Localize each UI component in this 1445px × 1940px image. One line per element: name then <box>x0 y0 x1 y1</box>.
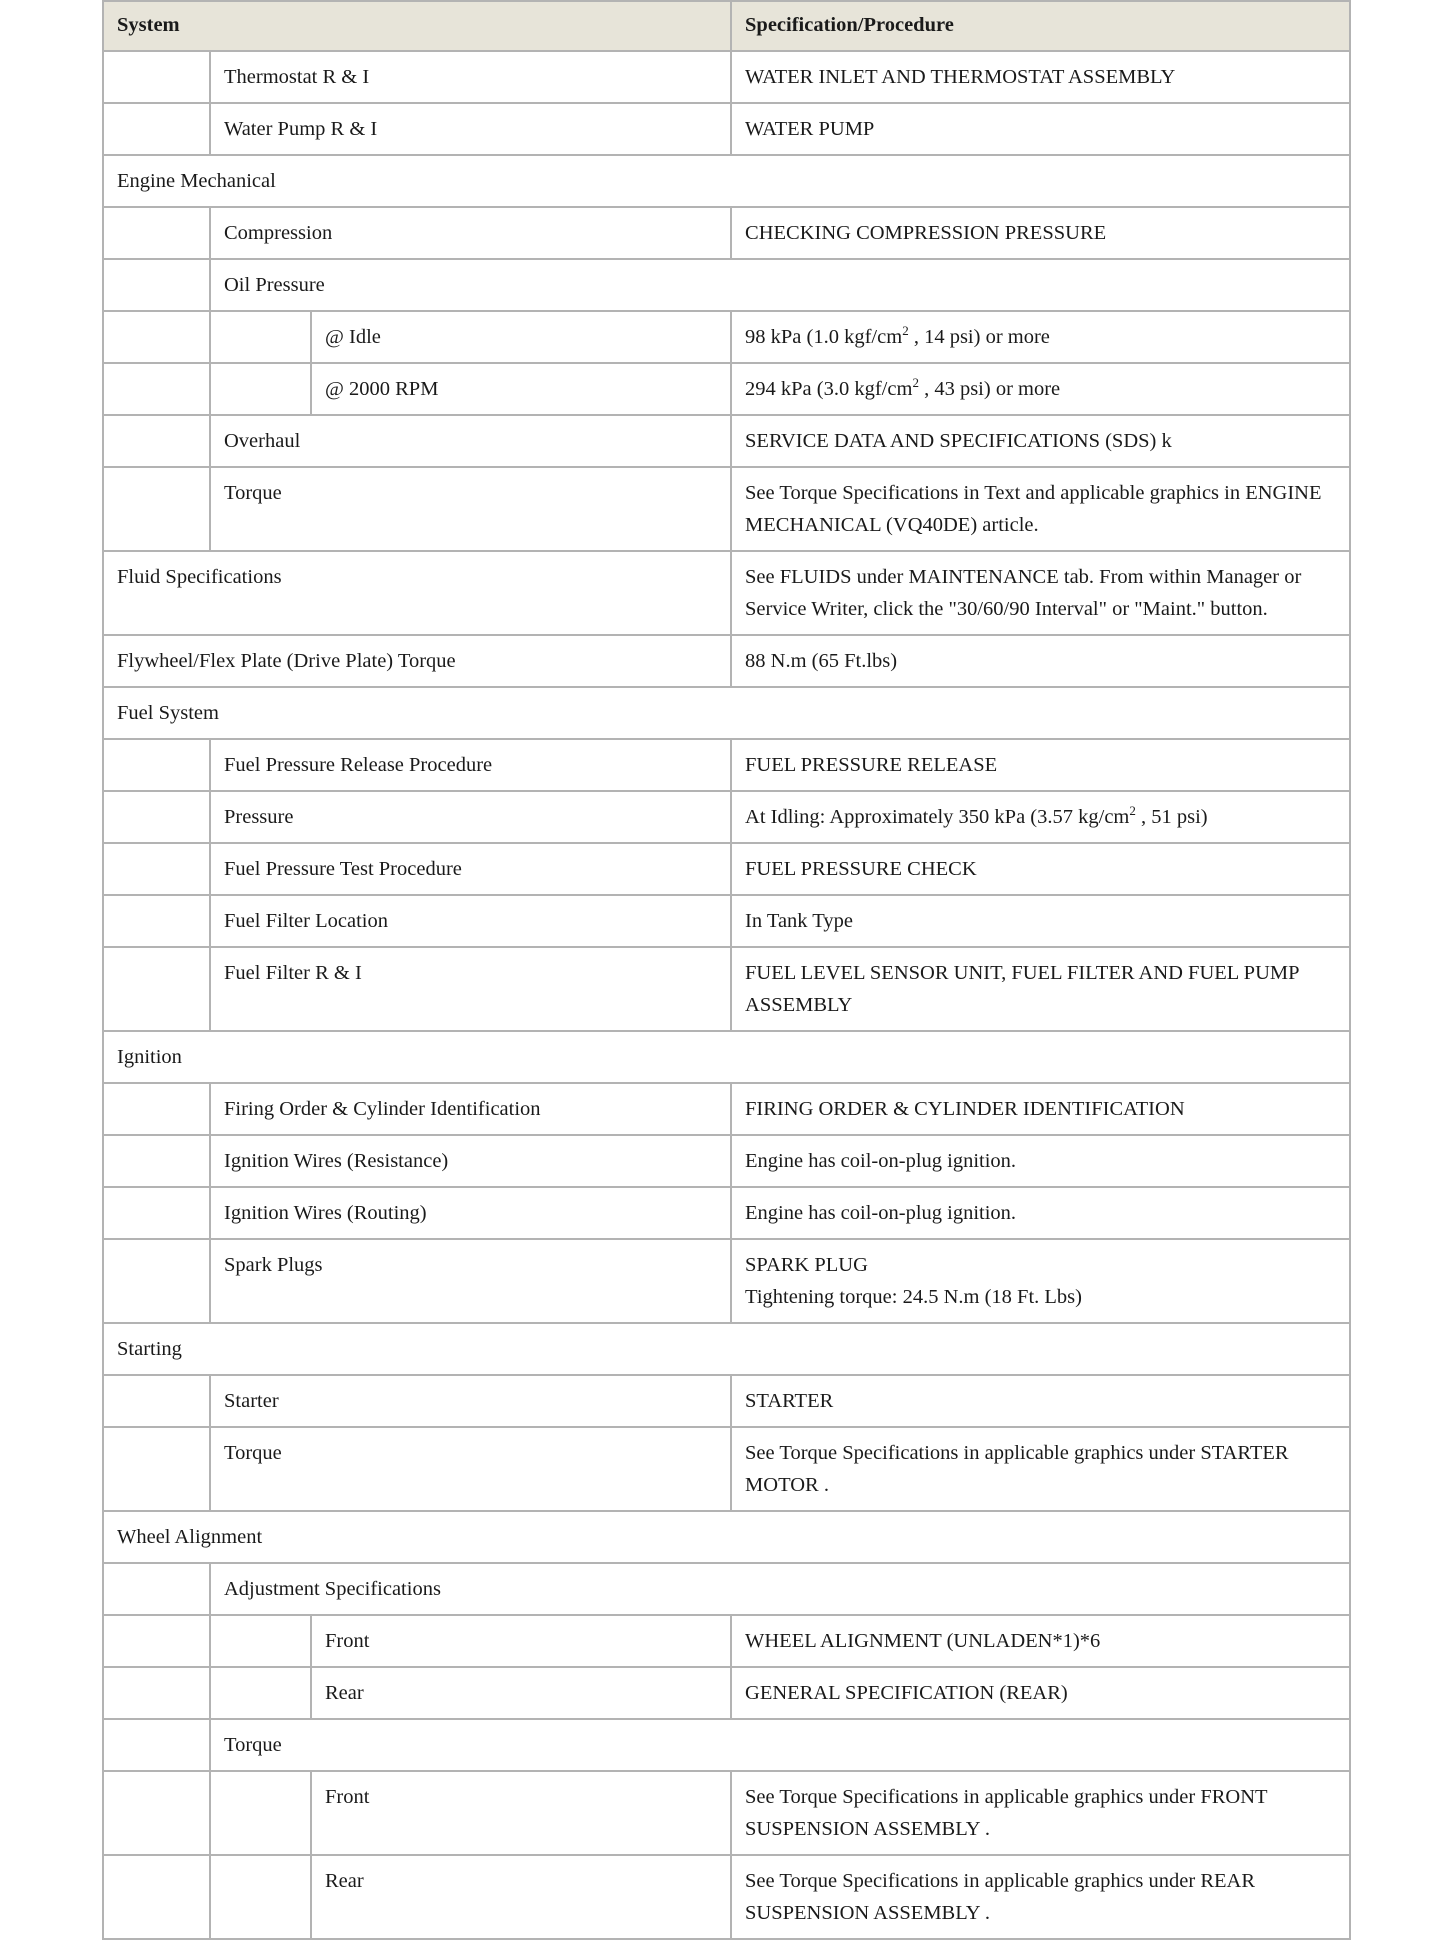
system-label: Ignition Wires (Resistance) <box>210 1135 731 1187</box>
indent-cell <box>210 1771 311 1855</box>
indent-cell <box>103 1083 210 1135</box>
spec-cell <box>731 207 1350 259</box>
indent-cell <box>103 791 210 843</box>
spec-line: 88 N.m (65 Ft.lbs) <box>745 650 898 672</box>
spec-line: Engine has coil-on-plug ignition. <box>745 1202 1017 1224</box>
spec-cell <box>731 103 1350 155</box>
specifications-table <box>102 0 1351 1940</box>
table-body <box>103 51 1350 1939</box>
table-row <box>103 895 1350 947</box>
spec-text: At Idling: Approximately 350 kPa (3.57 kg/cm <box>745 806 1130 828</box>
indent-cell <box>103 1375 210 1427</box>
system-label: Front <box>311 1615 731 1667</box>
indent-cell <box>103 259 210 311</box>
indent-cell <box>103 311 210 363</box>
spec-line: See Torque Specifications in Text and applicable graphics in ENGINE MECHANICAL (VQ40DE) article. <box>745 482 1322 536</box>
table-row <box>103 103 1350 155</box>
system-label: Overhaul <box>210 415 731 467</box>
spec-cell <box>731 363 1350 415</box>
spec-line: SERVICE DATA AND SPECIFICATIONS (SDS) k <box>745 430 1172 452</box>
section-label: Wheel Alignment <box>103 1511 1350 1563</box>
system-label: Pressure <box>210 791 731 843</box>
spec-text: 98 kPa (1.0 kgf/cm <box>745 326 903 348</box>
table-row <box>103 467 1350 551</box>
spec-line: STARTER <box>745 1390 834 1412</box>
spec-cell <box>731 1771 1350 1855</box>
table-row <box>103 1187 1350 1239</box>
spec-cell <box>731 843 1350 895</box>
system-column-header: System <box>103 1 731 51</box>
table-row <box>103 739 1350 791</box>
system-label: Water Pump R & I <box>210 103 731 155</box>
spec-cell <box>731 739 1350 791</box>
table-row <box>103 791 1350 843</box>
spec-cell <box>731 1855 1350 1939</box>
spec-line: See FLUIDS under MAINTENANCE tab. From within Manager or Service Writer, click the "30/60/90 Interval" or "Maint." button. <box>745 566 1302 620</box>
spec-cell <box>731 1375 1350 1427</box>
table-row <box>103 1135 1350 1187</box>
spec-cell <box>731 311 1350 363</box>
spec-line: FUEL PRESSURE CHECK <box>745 858 977 880</box>
spec-cell <box>731 51 1350 103</box>
system-label: Torque <box>210 1427 731 1511</box>
spec-line: GENERAL SPECIFICATION (REAR) <box>745 1682 1068 1704</box>
indent-cell <box>103 363 210 415</box>
section-label: Ignition <box>103 1031 1350 1083</box>
table-section-row <box>103 1511 1350 1563</box>
spec-line: FIRING ORDER & CYLINDER IDENTIFICATION <box>745 1098 1185 1120</box>
table-section-row <box>103 551 1350 635</box>
section-label: Flywheel/Flex Plate (Drive Plate) Torque <box>103 635 731 687</box>
superscript: 2 <box>912 375 919 391</box>
indent-cell <box>210 1615 311 1667</box>
system-label: Adjustment Specifications <box>210 1563 1350 1615</box>
table-row <box>103 1083 1350 1135</box>
header-row <box>103 1 1350 51</box>
spec-line: In Tank Type <box>745 910 853 932</box>
spec-cell <box>731 1083 1350 1135</box>
indent-cell <box>103 895 210 947</box>
system-label: @ Idle <box>311 311 731 363</box>
table-row <box>103 259 1350 311</box>
system-label: Compression <box>210 207 731 259</box>
spec-line <box>745 321 1336 353</box>
table-row <box>103 1771 1350 1855</box>
indent-cell <box>210 1855 311 1939</box>
table-row <box>103 1855 1350 1939</box>
section-label: Engine Mechanical <box>103 155 1350 207</box>
system-label: Spark Plugs <box>210 1239 731 1323</box>
table-section-row <box>103 687 1350 739</box>
table-section-row <box>103 1031 1350 1083</box>
table-row <box>103 1427 1350 1511</box>
spec-cell <box>731 1615 1350 1667</box>
table-row <box>103 1667 1350 1719</box>
table-row <box>103 947 1350 1031</box>
system-label: Rear <box>311 1667 731 1719</box>
spec-text: , 51 psi) <box>1135 806 1208 828</box>
indent-cell <box>103 207 210 259</box>
table-row <box>103 1615 1350 1667</box>
spec-line: See Torque Specifications in applicable graphics under REAR SUSPENSION ASSEMBLY . <box>745 1870 1256 1924</box>
section-label: Fluid Specifications <box>103 551 731 635</box>
indent-cell <box>103 843 210 895</box>
table-header <box>103 1 1350 51</box>
indent-cell <box>103 1719 210 1771</box>
indent-cell <box>103 1427 210 1511</box>
indent-cell <box>103 467 210 551</box>
system-label: Torque <box>210 467 731 551</box>
indent-cell <box>210 311 311 363</box>
indent-cell <box>103 1667 210 1719</box>
spec-text: 294 kPa (3.0 kgf/cm <box>745 378 913 400</box>
spec-line <box>745 801 1336 833</box>
system-label: Ignition Wires (Routing) <box>210 1187 731 1239</box>
table-row <box>103 363 1350 415</box>
spec-line: FUEL PRESSURE RELEASE <box>745 754 998 776</box>
table-row <box>103 843 1350 895</box>
spec-cell <box>731 467 1350 551</box>
indent-cell <box>103 947 210 1031</box>
indent-cell <box>210 363 311 415</box>
system-label: Fuel Pressure Release Procedure <box>210 739 731 791</box>
spec-cell <box>731 791 1350 843</box>
table-row <box>103 1375 1350 1427</box>
table-row <box>103 311 1350 363</box>
indent-cell <box>210 1667 311 1719</box>
spec-cell <box>731 1239 1350 1323</box>
indent-cell <box>103 51 210 103</box>
system-label: Rear <box>311 1855 731 1939</box>
spec-line: SPARK PLUG <box>745 1254 868 1276</box>
indent-cell <box>103 1771 210 1855</box>
spec-line <box>745 373 1336 405</box>
spec-text: , 43 psi) or more <box>918 378 1061 400</box>
spec-cell <box>731 947 1350 1031</box>
system-label: Starter <box>210 1375 731 1427</box>
spec-text: , 14 psi) or more <box>908 326 1050 348</box>
spec-line: WATER PUMP <box>745 118 875 140</box>
system-label: @ 2000 RPM <box>311 363 731 415</box>
system-label: Thermostat R & I <box>210 51 731 103</box>
spec-cell <box>731 895 1350 947</box>
section-label: Starting <box>103 1323 1350 1375</box>
table-row <box>103 1719 1350 1771</box>
table-row <box>103 415 1350 467</box>
table-row <box>103 51 1350 103</box>
spec-cell <box>731 635 1350 687</box>
system-label: Fuel Filter R & I <box>210 947 731 1031</box>
spec-line: CHECKING COMPRESSION PRESSURE <box>745 222 1107 244</box>
indent-cell <box>103 1239 210 1323</box>
system-label: Fuel Filter Location <box>210 895 731 947</box>
spec-line: WHEEL ALIGNMENT (UNLADEN*1)*6 <box>745 1630 1101 1652</box>
indent-cell <box>103 1615 210 1667</box>
spec-line: WATER INLET AND THERMOSTAT ASSEMBLY <box>745 66 1176 88</box>
indent-cell <box>103 1563 210 1615</box>
spec-column-header: Specification/Procedure <box>731 1 1350 51</box>
table-row <box>103 1563 1350 1615</box>
superscript: 2 <box>1129 803 1136 819</box>
indent-cell <box>103 103 210 155</box>
table-section-row <box>103 635 1350 687</box>
system-label: Fuel Pressure Test Procedure <box>210 843 731 895</box>
spec-cell <box>731 415 1350 467</box>
indent-cell <box>103 1187 210 1239</box>
spec-cell <box>731 1427 1350 1511</box>
superscript: 2 <box>902 323 909 339</box>
spec-line: See Torque Specifications in applicable graphics under STARTER MOTOR . <box>745 1442 1289 1496</box>
spec-cell <box>731 1135 1350 1187</box>
table-row <box>103 1239 1350 1323</box>
indent-cell <box>103 415 210 467</box>
indent-cell <box>103 1135 210 1187</box>
system-label: Firing Order & Cylinder Identification <box>210 1083 731 1135</box>
indent-cell <box>103 1855 210 1939</box>
indent-cell <box>103 739 210 791</box>
system-label: Oil Pressure <box>210 259 1350 311</box>
spec-line: Tightening torque: 24.5 N.m (18 Ft. Lbs) <box>745 1286 1082 1308</box>
spec-cell <box>731 1187 1350 1239</box>
table-section-row <box>103 155 1350 207</box>
section-label: Fuel System <box>103 687 1350 739</box>
system-label: Torque <box>210 1719 1350 1771</box>
spec-line: FUEL LEVEL SENSOR UNIT, FUEL FILTER AND FUEL PUMP ASSEMBLY <box>745 962 1299 1016</box>
spec-line: See Torque Specifications in applicable graphics under FRONT SUSPENSION ASSEMBLY . <box>745 1786 1268 1840</box>
spec-cell <box>731 1667 1350 1719</box>
table-row <box>103 207 1350 259</box>
system-label: Front <box>311 1771 731 1855</box>
table-section-row <box>103 1323 1350 1375</box>
spec-cell <box>731 551 1350 635</box>
spec-line: Engine has coil-on-plug ignition. <box>745 1150 1017 1172</box>
